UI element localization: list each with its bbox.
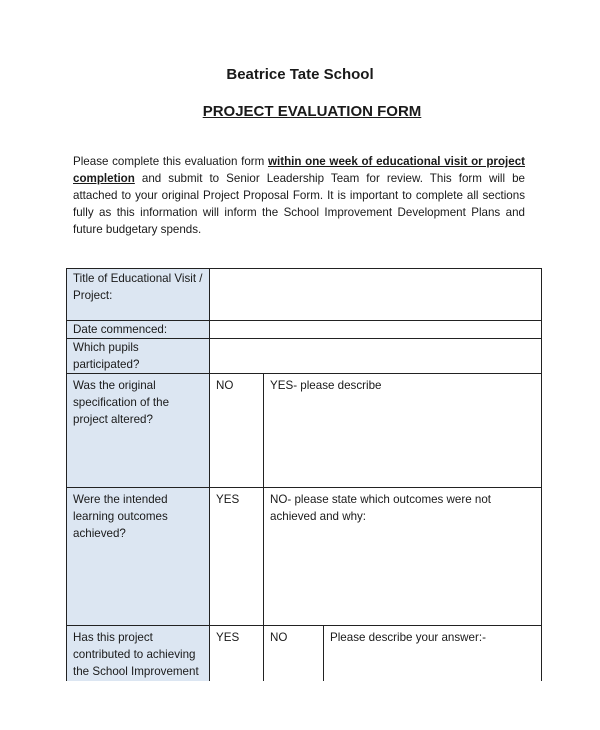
contrib-no-option[interactable]: NO <box>264 626 324 696</box>
school-name: Beatrice Tate School <box>226 66 374 83</box>
table-row <box>67 321 542 339</box>
form-title: PROJECT EVALUATION FORM <box>202 103 422 120</box>
intro-paragraph <box>73 153 525 238</box>
contrib-describe-field[interactable]: Please describe your answer:- <box>324 626 542 696</box>
contrib-yes-option[interactable]: YES <box>210 626 264 696</box>
spec-label: Was the original specification of the project altered? <box>67 374 210 488</box>
outcomes-label: Were the intended learning outcomes achieved? <box>67 488 210 626</box>
table-row <box>67 488 542 626</box>
outcomes-no-option[interactable]: NO- please state which outcomes were not achieved and why: <box>264 488 542 626</box>
table-row <box>67 374 542 488</box>
pupils-label: Which pupils participated? <box>67 339 210 374</box>
date-label: Date commenced: <box>67 321 210 339</box>
intro-text-2: and submit to Senior Leadership Team for review. This form will be attached to your original Project Proposal Form. It is important to complete all sections fully as this information will inform the School Improvement Development Plans and future budgetary spends. <box>73 172 525 236</box>
spec-no-option[interactable]: NO <box>210 374 264 488</box>
contrib-label: Has this project contributed to achieving the School Improvement <box>67 626 210 696</box>
title-label: Title of Educational Visit / Project: <box>67 269 210 321</box>
outcomes-yes-option[interactable]: YES <box>210 488 264 626</box>
table-row <box>67 339 542 374</box>
pupils-field[interactable] <box>210 339 542 374</box>
title-field[interactable] <box>210 269 542 321</box>
spec-yes-option[interactable]: YES- please describe <box>264 374 542 488</box>
date-field[interactable] <box>210 321 542 339</box>
intro-text-1: Please complete this evaluation form <box>73 155 268 168</box>
evaluation-form-table <box>66 268 542 696</box>
table-row <box>67 269 542 321</box>
page-cutoff <box>0 681 600 730</box>
intro-emphasis: within one week of educational visit or project completion <box>73 155 526 185</box>
